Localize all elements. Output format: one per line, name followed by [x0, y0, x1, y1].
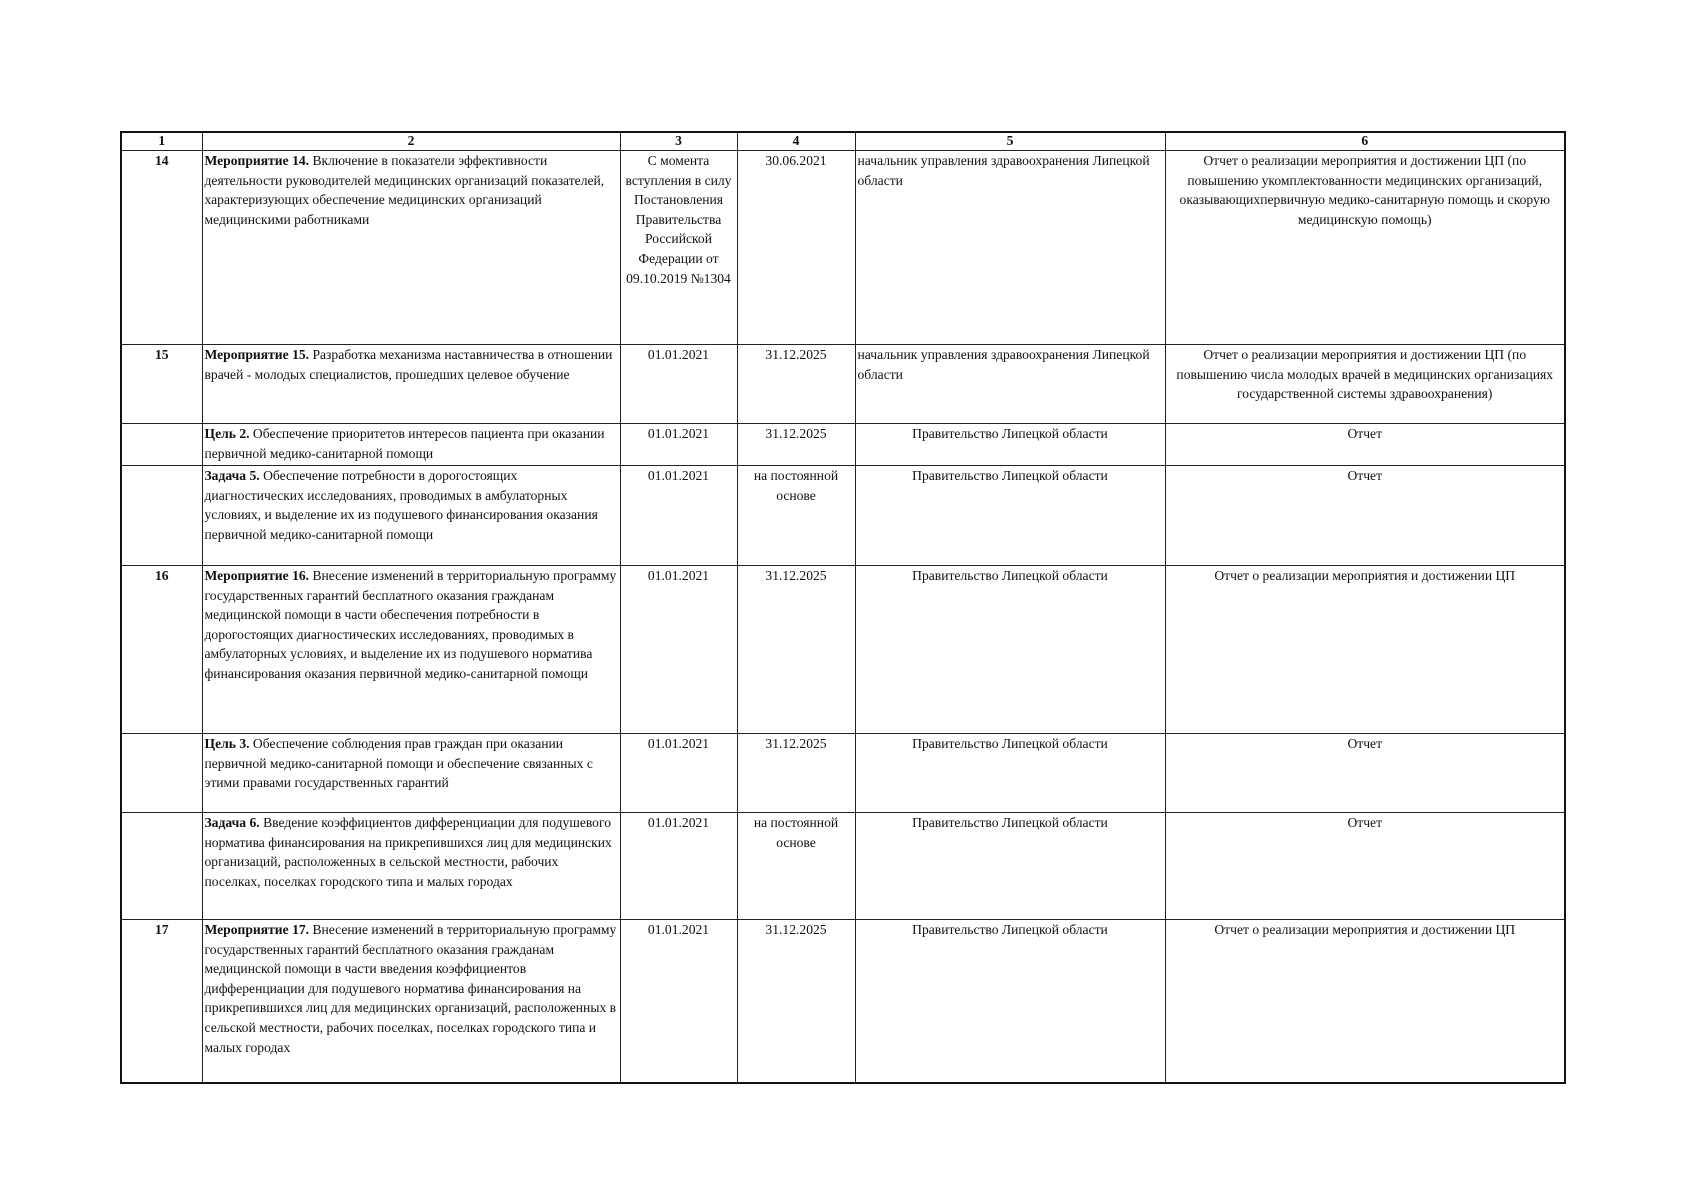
end-date: 31.12.2025: [737, 920, 855, 1083]
row-number: 16: [121, 566, 202, 734]
task-text: Введение коэффициентов дифференциации для подушевого норматива финансирования на прикрепившихся лиц для медицинских организаций, расположенных в сельской местности, рабочих поселках, поселках городского типа и малых городах: [204, 815, 612, 889]
responsible: Правительство Липецкой области: [855, 734, 1165, 813]
start-date: 01.01.2021: [620, 920, 737, 1083]
task-keyword: Задача 5.: [204, 468, 260, 483]
table-row: [121, 920, 1565, 1083]
measure-description: [202, 920, 620, 1083]
measure-text: Включение в показатели эффективности деятельности руководителей медицинских организаций показателей, характеризующих обеспечение медицинских организаций медицинскими работниками: [204, 153, 605, 227]
start-date: С момента вступления в силу Постановления Правительства Российской Федерации от 09.10.2019 №1304: [620, 151, 737, 345]
start-date: 01.01.2021: [620, 566, 737, 734]
table-row: [121, 813, 1565, 920]
responsible: начальник управления здравоохранения Липецкой области: [855, 345, 1165, 424]
measure-description: [202, 566, 620, 734]
row-number: 15: [121, 345, 202, 424]
measure-description: [202, 151, 620, 345]
row-number: 17: [121, 920, 202, 1083]
end-date: на постоянной основе: [737, 466, 855, 566]
col-header-2: 2: [202, 132, 620, 151]
result: Отчет: [1165, 734, 1565, 813]
header-row: [121, 132, 1565, 151]
row-number: [121, 734, 202, 813]
table-row: [121, 345, 1565, 424]
table-row: [121, 566, 1565, 734]
result: Отчет: [1165, 424, 1565, 466]
measure-keyword: Мероприятие 14.: [204, 153, 310, 168]
table-row: [121, 734, 1565, 813]
measure-keyword: Мероприятие 17.: [204, 922, 310, 937]
measure-text: Разработка механизма наставничества в отношении врачей - молодых специалистов, прошедших целевое обучение: [204, 347, 613, 382]
measure-text: Внесение изменений в территориальную программу государственных гарантий бесплатного оказания гражданам медицинской помощи в части обеспечения потребности в дорогостоящих диагностических исследованиях, проводимых в амбулаторных условиях, и выделение их из подушевого норматива финансирования оказания первичной медико-санитарной помощи: [204, 568, 617, 681]
start-date: 01.01.2021: [620, 466, 737, 566]
end-date: 30.06.2021: [737, 151, 855, 345]
col-header-3: 3: [620, 132, 737, 151]
result: Отчет о реализации мероприятия и достижении ЦП (по повышению числа молодых врачей в медицинских организациях государственной системы здравоохранения): [1165, 345, 1565, 424]
col-header-1: 1: [121, 132, 202, 151]
result: Отчет: [1165, 466, 1565, 566]
col-header-6: 6: [1165, 132, 1565, 151]
result: Отчет: [1165, 813, 1565, 920]
measure-keyword: Мероприятие 15.: [204, 347, 310, 362]
task-keyword: Задача 6.: [204, 815, 260, 830]
responsible: Правительство Липецкой области: [855, 466, 1165, 566]
task-text: Обеспечение потребности в дорогостоящих диагностических исследованиях, проводимых в амбулаторных условиях, и выделение их из подушевого финансирования оказания первичной медико-санитарной помощи: [204, 468, 598, 542]
start-date: 01.01.2021: [620, 734, 737, 813]
responsible: Правительство Липецкой области: [855, 813, 1165, 920]
goal-text: Обеспечение соблюдения прав граждан при оказании первичной медико-санитарной помощи и обеспечение связанных с этими правами государственных гарантий: [204, 736, 593, 791]
action-plan-table: [120, 131, 1566, 1084]
end-date: 31.12.2025: [737, 424, 855, 466]
goal-text: Обеспечение приоритетов интересов пациента при оказании первичной медико-санитарной помощи: [204, 426, 605, 461]
end-date: на постоянной основе: [737, 813, 855, 920]
responsible: начальник управления здравоохранения Липецкой области: [855, 151, 1165, 345]
end-date: 31.12.2025: [737, 345, 855, 424]
goal-description: [202, 424, 620, 466]
responsible: Правительство Липецкой области: [855, 920, 1165, 1083]
col-header-4: 4: [737, 132, 855, 151]
start-date: 01.01.2021: [620, 345, 737, 424]
result: Отчет о реализации мероприятия и достижении ЦП: [1165, 920, 1565, 1083]
row-number: [121, 466, 202, 566]
row-number: [121, 813, 202, 920]
task-description: [202, 466, 620, 566]
end-date: 31.12.2025: [737, 734, 855, 813]
goal-keyword: Цель 2.: [204, 426, 250, 441]
measure-keyword: Мероприятие 16.: [204, 568, 310, 583]
start-date: 01.01.2021: [620, 813, 737, 920]
goal-keyword: Цель 3.: [204, 736, 250, 751]
table-row: [121, 424, 1565, 466]
row-number: [121, 424, 202, 466]
responsible: Правительство Липецкой области: [855, 566, 1165, 734]
table-row: [121, 466, 1565, 566]
col-header-5: 5: [855, 132, 1165, 151]
goal-description: [202, 734, 620, 813]
task-description: [202, 813, 620, 920]
table-row: [121, 151, 1565, 345]
result: Отчет о реализации мероприятия и достижении ЦП: [1165, 566, 1565, 734]
end-date: 31.12.2025: [737, 566, 855, 734]
measure-description: [202, 345, 620, 424]
result: Отчет о реализации мероприятия и достижении ЦП (по повышению укомплектованности медицинских организаций, оказывающихпервичную медико-санитарную помощь и скорую медицинскую помощь): [1165, 151, 1565, 345]
row-number: 14: [121, 151, 202, 345]
responsible: Правительство Липецкой области: [855, 424, 1165, 466]
measure-text: Внесение изменений в территориальную программу государственных гарантий бесплатного оказания гражданам медицинской помощи в части введения коэффициентов дифференциации для подушевого норматива финансирования на прикрепившихся лиц для медицинских организаций, расположенных в сельской местности, рабочих поселках, поселках городского типа и малых городах: [204, 922, 617, 1055]
start-date: 01.01.2021: [620, 424, 737, 466]
